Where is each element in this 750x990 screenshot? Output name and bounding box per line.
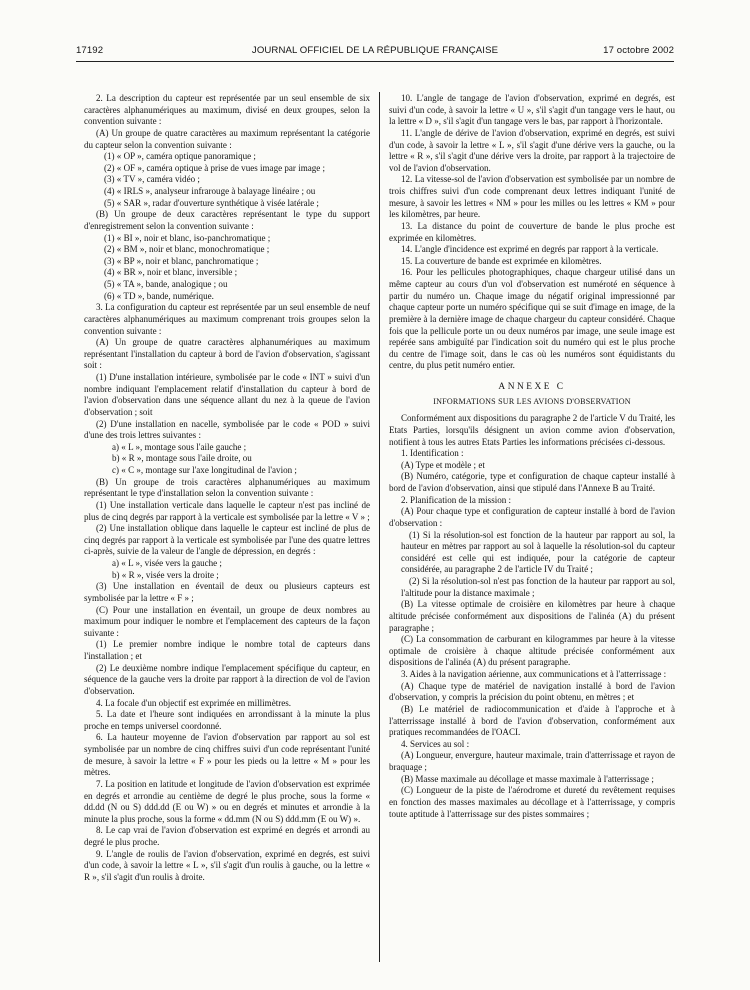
paragraph: (2) Le deuxième nombre indique l'emplacement spécifique du capteur, en séquence de la gauche vers la droite par rapport à la direction de vol de l'avion d'observation. (84, 662, 370, 696)
header-rule (76, 61, 674, 62)
paragraph: 6. La hauteur moyenne de l'avion d'observation par rapport au sol est symbolisée par un nombre de cinq chiffres suivi d'un code représentant l'unité de mesure, à savoir la lettre « F » pour les pieds ou la lettre « M » pour les mètres. (84, 732, 370, 778)
paragraph: (B) Un groupe de trois caractères alphanumériques au maximum représentant le type d'installation selon la convention suivante : (84, 476, 370, 499)
paragraph: (2) Une installation oblique dans laquelle le capteur est incliné de plus de cinq degrés par rapport à la verticale est symbolisée par l'une des quatre lettres ci-après, suivie de la valeur de l'angle de dépression, en degrés : (84, 523, 370, 557)
paragraph: 3. Aides à la navigation aérienne, aux communications et à l'atterrissage : (401, 669, 667, 679)
paragraph: (2) D'une installation en nacelle, symbolisée par le code « POD » suivi d'une des trois lettres suivantes : (84, 418, 370, 441)
right-column-articles (389, 93, 675, 372)
paragraph: (A) Un groupe de quatre caractères alphanumériques au maximum représentant l'installation du capteur à bord de l'avion d'observation, s'agissant soit : (84, 337, 370, 371)
paragraph: (B) Le matériel de radiocommunication et d'aide à l'approche et à l'atterrissage installé à bord de l'avion d'observation, conformément aux pratiques recommandées de l'OACI. (389, 703, 675, 738)
journal-title: JOURNAL OFFICIEL DE LA RÉPUBLIQUE FRANÇAISE (251, 45, 499, 56)
column-divider (379, 92, 380, 962)
paragraph: 4. Services au sol : (401, 738, 470, 749)
paragraph: c) « C », montage sur l'axe longitudinal de l'avion ; (112, 465, 297, 475)
issue-date: 17 octobre 2002 (603, 45, 674, 56)
paragraph: (B) Numéro, catégorie, type et configuration de chaque capteur installé à bord de l'avion d'observation, ainsi que stipulé dans l'Annexe B au Traité. (389, 471, 675, 493)
paragraph: (2) « BM », noir et blanc, monochromatique ; (104, 244, 270, 255)
paragraph: (1) Le premier nombre indique le nombre total de capteurs dans l'installation ; et (84, 639, 370, 661)
paragraph: (4) « BR », noir et blanc, inversible ; (104, 267, 238, 278)
paragraph: b) « R », visée vers la droite ; (112, 569, 219, 580)
paragraph: (1) « OP », caméra optique panoramique ; (104, 151, 256, 162)
paragraph: (B) La vitesse optimale de croisière en kilomètres par heure à chaque altitude précisée conformément aux dispositions de l'alinéa (A) du présent paragraphe ; (389, 599, 675, 633)
paragraph: (2) Si la résolution-sol n'est pas fonction de la hauteur par rapport au sol, l'altitude pour la distance maximale ; (401, 576, 675, 598)
paragraph: (1) Une installation verticale dans laquelle le capteur n'est pas incliné de plus de cinq degrés par rapport à la verticale est symbolisée par la lettre « V » ; (84, 499, 370, 522)
paragraph: 5. La date et l'heure sont indiquées en arrondissant à la minute la plus proche en temps universel coordonné. (84, 709, 370, 731)
paragraph: 2. La description du capteur est représentée par un seul ensemble de six caractères alphanumériques au maximum, divisé en deux groupes, selon la convention suivante : (84, 93, 370, 127)
paragraph: (C) Longueur de la piste de l'aérodrome et dureté du revêtement requises en fonction des masses maximales au décollage et à l'atterrissage, y compris toute aptitude à l'atterrissage sur des pistes sommaires ; (389, 785, 675, 819)
paragraph: (3) « TV », caméra vidéo ; (104, 174, 200, 185)
right-column (389, 93, 675, 820)
paragraph: (4) « IRLS », analyseur infrarouge à balayage linéaire ; ou (104, 186, 316, 196)
paragraph: (5) « TA », bande, analogique ; ou (104, 279, 228, 289)
paragraph: (1) « BI », noir et blanc, iso-panchromatique ; (104, 232, 271, 243)
paragraph: 14. L'angle d'incidence est exprimé en degrés par rapport à la verticale. (401, 244, 659, 255)
paragraph: Conformément aux dispositions du paragraphe 2 de l'article V du Traité, les Etats Parties, lorsqu'ils désignent un avion comme avion d'observation, notifient à tous les autres Etats Parties les informations précisées ci-dessous. (389, 413, 675, 447)
paragraph: (A) Pour chaque type et configuration de capteur installé à bord de l'avion d'observation : (389, 506, 675, 528)
paragraph: 4. La focale d'un objectif est exprimée en millimètres. (96, 697, 292, 708)
paragraph: 9. L'angle de roulis de l'avion d'observation, exprimé en degrés, est suivi d'un code, à savoir la lettre « L », s'il s'agit d'un roulis à gauche, ou la lettre « R », s'il s'agit d'un roulis à droite. (84, 848, 370, 882)
paragraph: (3) « BP », noir et blanc, panchromatique ; (104, 255, 259, 266)
annex-body (389, 413, 675, 820)
paragraph: a) « L », montage sous l'aile gauche ; (112, 441, 247, 452)
paragraph: (C) La consommation de carburant en kilogrammes par heure à la vitesse optimale de croisière à chaque altitude précisée conformément aux dispositions de l'alinéa (A) du présent paragraphe. (389, 634, 675, 668)
running-header (76, 45, 674, 59)
paragraph: (1) Si la résolution-sol est fonction de la hauteur par rapport au sol, la hauteur en mètres par rapport au sol à laquelle la résolution-sol du capteur considéré est celle qui est indiquée, pour la catégorie de capteur considérée, au paragraphe 2 de l'article IV du Traité ; (401, 529, 675, 575)
paragraph: (C) Pour une installation en éventail, un groupe de deux nombres au maximum pour indiquer le nombre et l'emplacement des capteurs de la façon suivante : (84, 604, 370, 638)
paragraph: 10. L'angle de tangage de l'avion d'observation, exprimé en degrés, est suivi d'un code, à savoir la lettre « U », s'il s'agit d'un tangage vers le haut, ou la lettre « D », s'il s'agit d'un tangage vers le bas, par rapport à l'horizontale. (389, 93, 675, 127)
paragraph: (A) Un groupe de quatre caractères au maximum représentant la catégorie du capteur selon la convention suivante : (84, 127, 370, 150)
annex-title: ANNEXE C (498, 382, 566, 392)
paragraph: (5) « SAR », radar d'ouverture synthétique à visée latérale ; (104, 197, 319, 208)
paragraph: 7. La position en latitude et longitude de l'avion d'observation est exprimée en degrés et arrondie au centième de degré le plus proche, sous la forme « dd.dd (N ou S) ddd.dd (E ou W) » ou en degrés et minutes et arrondie à la minute la plus proche, sous la forme « dd.mm (N ou S) ddd.mm (E ou W) ». (84, 778, 370, 824)
paragraph: (6) « TD », bande, numérique. (104, 290, 214, 301)
paragraph: 16. Pour les pellicules photographiques, chaque chargeur utilisé dans un même capteur au cours d'un vol d'observation est numéroté en séquence à partir du numéro un. Chaque image du négatif original impressionné par chaque capteur porte un numéro spécifique qui se suit d'image en image, de la première à la dernière image de chaque chargeur du capteur considéré. Chaque fois que la pellicule porte un ou deux numéros par image, une seule image est repérée sans ambiguïté par l'indication soit du numéro qui est le plus proche du centre de l'image soit, dans le cas où les numéros sont équidistants du centre, du plus petit numéro entier. (389, 267, 675, 371)
paragraph: (A) Type et modèle ; et (401, 459, 485, 470)
paragraph: 11. L'angle de dérive de l'avion d'observation, exprimé en degrés, est suivi d'un code, à savoir la lettre « L », s'il s'agit d'une dérive vers la gauche, ou la lettre « R », s'il s'agit d'une dérive vers la droite, par rapport à la trajectoire de vol de l'avion d'observation. (389, 127, 675, 173)
paragraph: (1) D'une installation intérieure, symbolisée par le code « INT » suivi d'un nombre indiquant l'emplacement relatif d'installation du capteur à bord de l'avion d'observation dans une séquence allant du nez à la queue de l'avion d'observation ; soit (84, 372, 370, 417)
paragraph: 12. La vitesse-sol de l'avion d'observation est symbolisée par un nombre de trois chiffres suivi d'un code comprenant deux lettres indiquant l'unité de mesure, à savoir les lettres « NM » pour les milles ou les lettres « KM » pour les kilomètres, par heure. (389, 174, 675, 220)
paragraph: 13. La distance du point de couverture de bande le plus proche est exprimée en kilomètres. (389, 220, 675, 243)
paragraph: (B) Masse maximale au décollage et masse maximale à l'atterrissage ; (401, 773, 654, 784)
paragraph: 2. Planification de la mission : (401, 494, 512, 505)
paragraph: 3. La configuration du capteur est représentée par un seul ensemble de neuf caractères alphanumériques au maximum comprenant trois groupes selon la convention suivante : (84, 302, 370, 336)
paragraph: 1. Identification : (401, 448, 464, 459)
paragraph: 15. La couverture de bande est exprimée en kilomètres. (401, 255, 602, 266)
paragraph: 8. Le cap vrai de l'avion d'observation est exprimé en degrés et arrondi au degré le plus proche. (84, 825, 370, 847)
paragraph: (A) Chaque type de matériel de navigation installé à bord de l'avion d'observation, y compris la précision du point obtenu, en mètres ; et (389, 680, 675, 703)
paragraph: b) « R », montage sous l'aile droite, ou (112, 453, 252, 464)
paragraph: (3) Une installation en éventail de deux ou plusieurs capteurs est symbolisée par la lettre « F » ; (84, 581, 370, 603)
page-number: 17192 (76, 45, 104, 56)
paragraph: (2) « OF », caméra optique à prise de vues image par image ; (104, 162, 326, 173)
annex-subtitle: INFORMATIONS SUR LES AVIONS D'OBSERVATION (433, 396, 631, 406)
paragraph: (B) Un groupe de deux caractères représentant le type du support d'enregistrement selon la convention suivante : (84, 209, 370, 231)
paragraph: (A) Longueur, envergure, hauteur maximale, train d'atterrissage et rayon de braquage ; (389, 750, 675, 772)
paragraph: a) « L », visée vers la gauche ; (112, 558, 222, 568)
left-column (84, 93, 370, 884)
